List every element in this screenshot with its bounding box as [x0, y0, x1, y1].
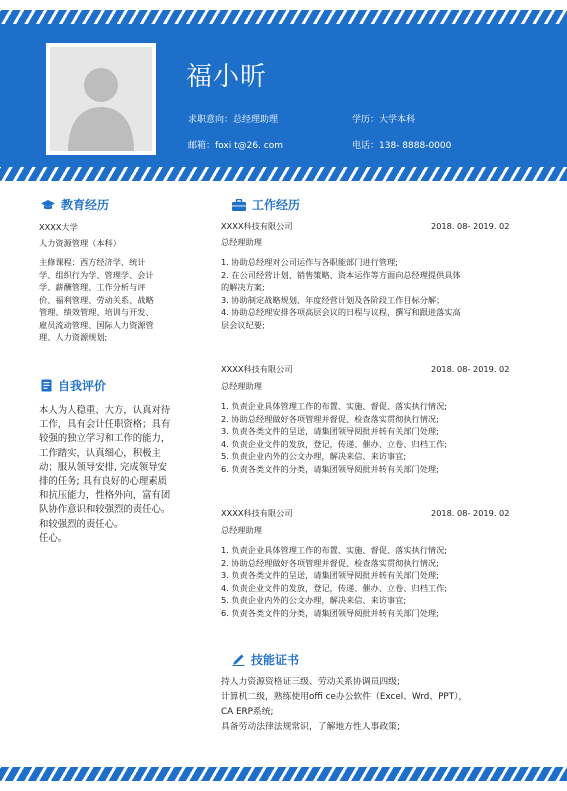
duty-line: 3. 负责各类文件的呈送，请集团领导阅批并转有关部门处理; [221, 426, 439, 436]
eval-line: 本人为人稳重、大方，认真对待 [39, 405, 171, 416]
duty-line: 2. 协助总经理做好各项管理并督促、检查落实贯彻执行情况; [221, 413, 439, 424]
eval-line: 和较强烈的责任心。 [39, 518, 124, 530]
education-major: 人力资源管理（本科） [39, 238, 121, 248]
header-bottom-stripe [0, 167, 567, 181]
job-date: 2018. 08- 2019. 02 [431, 508, 510, 518]
duty-line: 的解决方案; [221, 282, 265, 292]
education-courses [39, 256, 154, 344]
course-line: 价、福利管理、劳动关系、战略 [39, 294, 154, 305]
job-position: 总经理助理 [221, 237, 262, 247]
job-duties [221, 400, 447, 475]
job-position: 总经理助理 [221, 381, 262, 391]
duty-line: 2. 在公司经营计划、销售策略、资本运作等方面向总经理提供具体 [221, 269, 461, 280]
pencil-icon [232, 653, 245, 666]
job-intention: 求职意向：总经理助理 [188, 115, 279, 125]
skills-title-text: 技能证书 [251, 653, 300, 667]
eval-line: 任心。 [39, 532, 68, 544]
briefcase-icon [232, 199, 246, 211]
duty-line: 6. 负责各类文件的分类，请集团领导阅批并转有关部门处理; [221, 607, 439, 618]
eval-line: 队协作意识和较强烈的责任心。 [39, 504, 171, 516]
work-title-text: 工作经历 [252, 198, 301, 212]
course-line: 雇员流动管理、国际人力资源管 [39, 319, 154, 330]
job-duties [221, 256, 461, 331]
eval-line: 和抗压能力，性格外向，富有团 [39, 490, 171, 502]
skill-line: 持人力资源资格证三级、劳动关系协调员四级; [221, 677, 400, 687]
document-icon [41, 379, 52, 392]
duty-line: 1. 负责企业具体管理工作的布置、实施、督促、落实执行情况; [221, 545, 448, 555]
skill-line: 计算机二级，熟练使用offi ce办公软件（Excel、Wrd、PPT）， [221, 692, 468, 702]
self-eval-title-text: 自我评价 [58, 379, 107, 393]
education-section-title [41, 196, 109, 213]
self-eval-text [39, 404, 170, 546]
duty-line: 层会议纪要; [221, 319, 265, 330]
job-company: XXXX科技有限公司 [221, 508, 293, 518]
eval-line: 排的任务; 具有良好的心理素质 [39, 476, 168, 488]
email: 邮箱：foxi t@26. com [188, 141, 284, 151]
skills-section-title [232, 651, 299, 668]
duty-line: 4. 协助总经理安排各项高层会议的日程与议程，撰写和跟进落实高 [221, 307, 461, 317]
job-company: XXXX科技有限公司 [221, 221, 293, 231]
job-date: 2018. 08- 2019. 02 [431, 364, 510, 374]
work-section-title [232, 196, 300, 213]
job-company: XXXX科技有限公司 [221, 364, 293, 374]
top-stripe [0, 10, 567, 24]
skill-line: CA ERP系统; [221, 707, 274, 717]
course-line: 主修课程：西方经济学、统计 [39, 257, 146, 267]
duty-line: 1. 协助总经理对公司运作与各职能部门进行管理; [221, 257, 398, 267]
skills-text [221, 675, 467, 735]
education-school: XXXX大学 [39, 222, 78, 232]
eval-line: 工作踏实，认真细心，积极主 [39, 447, 161, 459]
course-line: 理、人力资源规划; [39, 332, 108, 342]
self-eval-section-title [41, 377, 106, 394]
eval-line: 工作，具有会计任职资格；具有 [39, 419, 171, 431]
job-position: 总经理助理 [221, 525, 262, 535]
graduation-cap-icon [41, 199, 55, 211]
eval-line: 较强的独立学习和工作的能力， [39, 433, 171, 445]
duty-line: 3. 负责各类文件的呈送，请集团领导阅批并转有关部门处理; [221, 570, 439, 580]
duty-line: 2. 协助总经理做好各项管理并督促、检查落实贯彻执行情况; [221, 557, 439, 568]
job-date: 2018. 08- 2019. 02 [431, 221, 510, 231]
duty-line: 5. 负责企业内外的公文办理，解决来信、来访事宜; [221, 451, 407, 461]
profile-photo [46, 43, 156, 155]
duty-line: 5. 负责企业内外的公文办理，解决来信、来访事宜; [221, 595, 407, 605]
education-level: 学历：大学本科 [352, 115, 416, 125]
duty-line: 3. 协助制定战略规划、年度经营计划及各阶段工作目标分解； [221, 294, 445, 305]
duty-line: 6. 负责各类文件的分类，请集团领导阅批并转有关部门处理; [221, 463, 439, 474]
skill-line: 具备劳动法律法规常识，了解地方性人事政策; [221, 722, 400, 732]
course-line: 学、薪酬管理、工作分析与评 [39, 282, 146, 292]
course-line: 管理、绩效管理、培训与开发、 [39, 307, 154, 317]
duty-line: 4. 负责企业文件的发放，登记，传递、催办、立卷、归档工作; [221, 582, 448, 593]
job-duties [221, 544, 447, 619]
education-title-text: 教育经历 [61, 198, 110, 212]
avatar-placeholder-icon [50, 47, 152, 151]
bottom-stripe [0, 767, 567, 781]
course-line: 学、组织行为学、管理学、会计 [39, 269, 154, 280]
duty-line: 4. 负责企业文件的发放，登记，传递、催办、立卷、归档工作; [221, 438, 448, 449]
phone: 电话：138- 8888-0000 [352, 141, 452, 151]
eval-line: 动；服从领导安排, 完成领导安 [39, 461, 167, 473]
candidate-name: 福小昕 [186, 62, 268, 92]
duty-line: 1. 负责企业具体管理工作的布置、实施、督促、落实执行情况; [221, 401, 448, 411]
